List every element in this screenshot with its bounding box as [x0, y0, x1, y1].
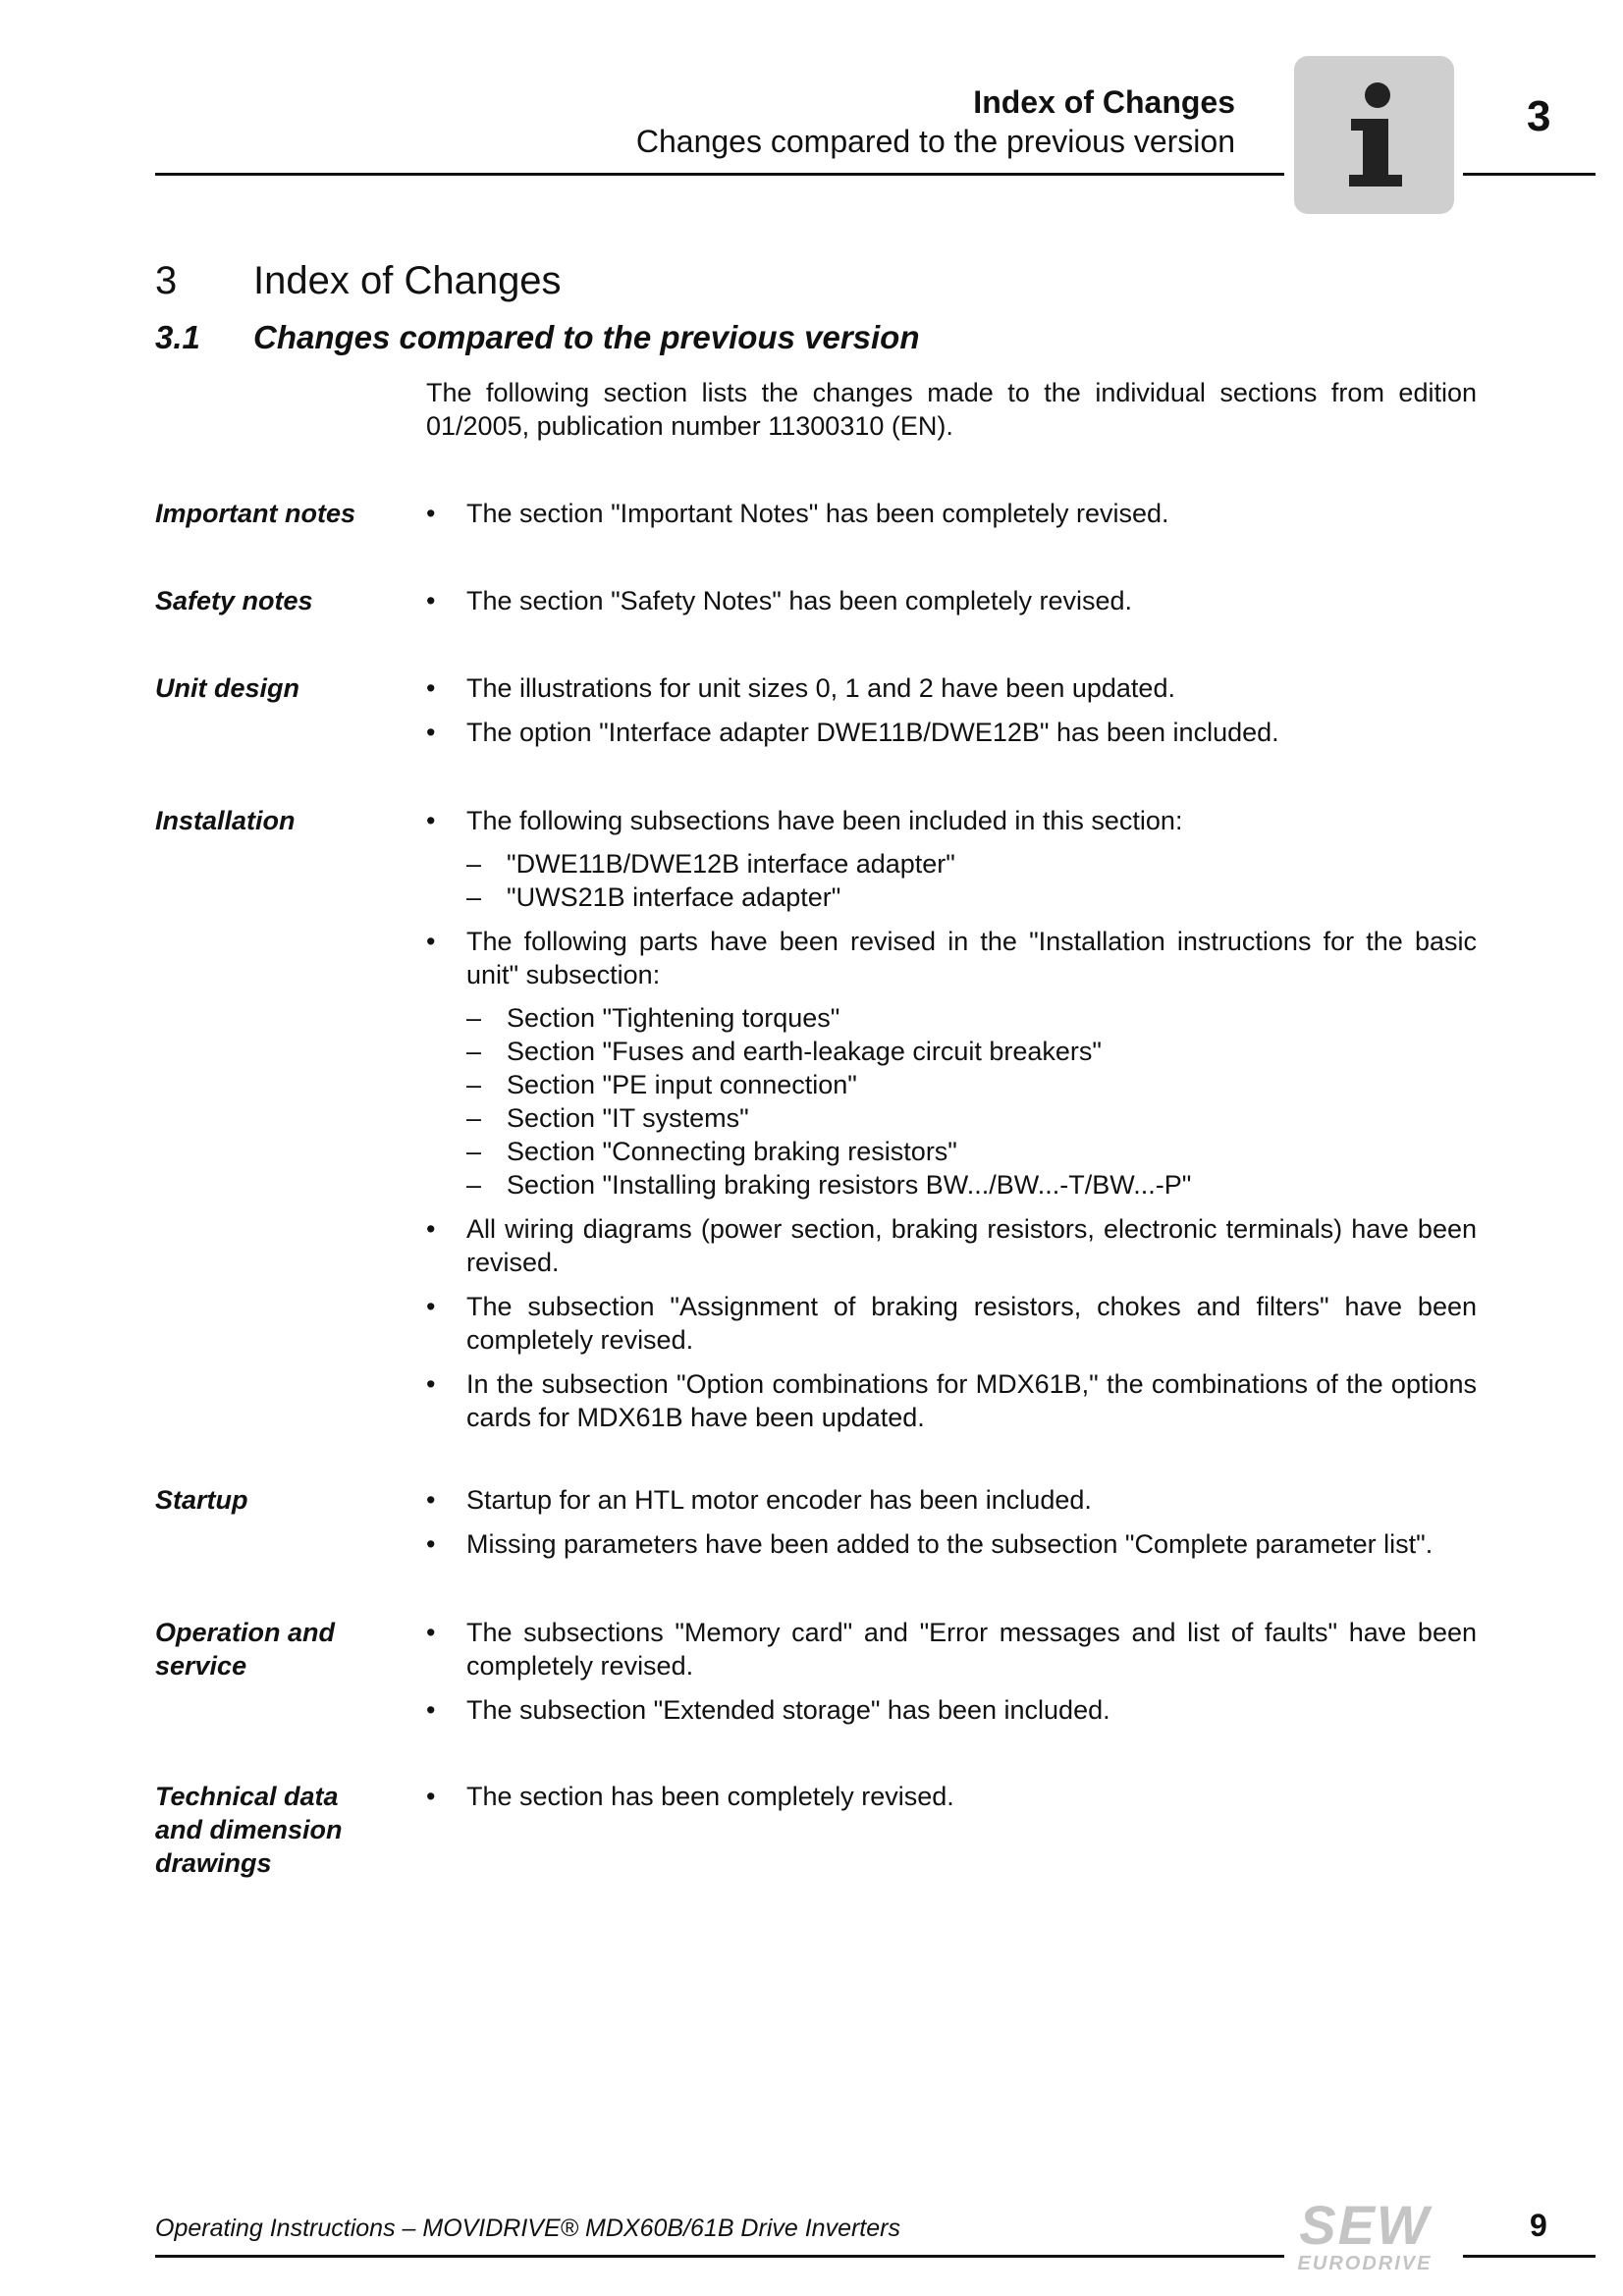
label-startup: Startup [155, 1485, 248, 1515]
section-safety-notes [426, 584, 1477, 617]
list-item: • All wiring diagrams (power section, braking resistors, electronic terminals) have been revised. [426, 1212, 1477, 1279]
label-line: and dimension [155, 1815, 343, 1844]
section-installation [426, 804, 1477, 1434]
list-item: • The section "Safety Notes" has been completely revised. [426, 584, 1477, 617]
list-item: • The subsection "Extended storage" has been included. [426, 1693, 1477, 1727]
sub-list [426, 847, 1477, 914]
info-icon [1294, 56, 1454, 214]
list-item: • The illustrations for unit sizes 0, 1 and 2 have been updated. [426, 671, 1477, 705]
heading2-number: 3.1 [155, 319, 200, 355]
label-line: Operation and [155, 1618, 336, 1647]
label-line: Technical data [155, 1782, 339, 1811]
sew-eurodrive-logo [1281, 2194, 1448, 2278]
intro-paragraph: The following section lists the changes made to the individual sections from edition 01/2005, publication number 11300310 (EN). [426, 378, 1477, 441]
section-unit-design [426, 671, 1477, 749]
section-operation-and-service [426, 1616, 1477, 1727]
sub-list-item: – "DWE11B/DWE12B interface adapter" [426, 847, 1477, 881]
sub-list-item: – Section "Fuses and earth-leakage circuit breakers" [426, 1035, 1477, 1068]
sub-list [426, 1001, 1477, 1201]
heading2-title: Changes compared to the previous version [253, 319, 920, 355]
footer-text: Operating Instructions – MOVIDRIVE® MDX60B/61B Drive Inverters [155, 2215, 900, 2242]
list-item: • The option "Interface adapter DWE11B/DWE12B" has been included. [426, 716, 1477, 749]
sub-list-item: – "UWS21B interface adapter" [426, 881, 1477, 914]
heading1-title: Index of Changes [253, 259, 562, 302]
sub-list-item: – Section "Connecting braking resistors" [426, 1135, 1477, 1168]
section-important-notes [426, 497, 1477, 530]
sub-list-item: – Section "Installing braking resistors BW.../BW...-T/BW...-P" [426, 1168, 1477, 1201]
label-installation: Installation [155, 806, 296, 835]
header-subtitle: Changes compared to the previous version [635, 124, 1235, 159]
list-item: • Missing parameters have been added to the subsection "Complete parameter list". [426, 1527, 1477, 1561]
section-startup [426, 1483, 1477, 1561]
label-important-notes: Important notes [155, 499, 356, 528]
header-rule [155, 173, 1284, 176]
logo-main: SEW [1299, 2194, 1431, 2256]
chapter-number: 3 [1527, 92, 1551, 140]
page-number: 9 [1530, 2208, 1547, 2243]
sub-list-item: – Section "Tightening torques" [426, 1001, 1477, 1035]
label-line: drawings [155, 1848, 272, 1878]
list-item: • The section has been completely revised. [426, 1780, 1477, 1813]
footer-rule-right [1463, 2255, 1596, 2258]
label-line: service [155, 1651, 247, 1681]
label-technical-data [155, 1780, 410, 1880]
header-title: Index of Changes [973, 84, 1235, 120]
list-item: • The subsection "Assignment of braking resistors, chokes and filters" have been completely revised. [426, 1290, 1477, 1357]
label-operation-and-service [155, 1616, 410, 1682]
sub-list-item: – Section "IT systems" [426, 1101, 1477, 1135]
list-item: • The section "Important Notes" has been completely revised. [426, 497, 1477, 530]
list-item: • Startup for an HTL motor encoder has been included. [426, 1483, 1477, 1517]
list-item: • The following subsections have been included in this section: [426, 804, 1477, 837]
header-rule-right [1463, 173, 1596, 176]
section-technical-data [426, 1780, 1477, 1813]
list-item: • The subsections "Memory card" and "Error messages and list of faults" have been completely revised. [426, 1616, 1477, 1682]
sub-list-item: – Section "PE input connection" [426, 1068, 1477, 1101]
label-unit-design: Unit design [155, 673, 299, 703]
footer-rule [155, 2255, 1284, 2258]
heading1-number: 3 [155, 259, 178, 302]
list-item: • In the subsection "Option combinations for MDX61B," the combinations of the options cards for MDX61B have been updated. [426, 1367, 1477, 1434]
logo-sub: EURODRIVE [1297, 2253, 1433, 2274]
list-item: • The following parts have been revised in the "Installation instructions for the basic unit" subsection: [426, 925, 1477, 991]
label-safety-notes: Safety notes [155, 586, 313, 615]
